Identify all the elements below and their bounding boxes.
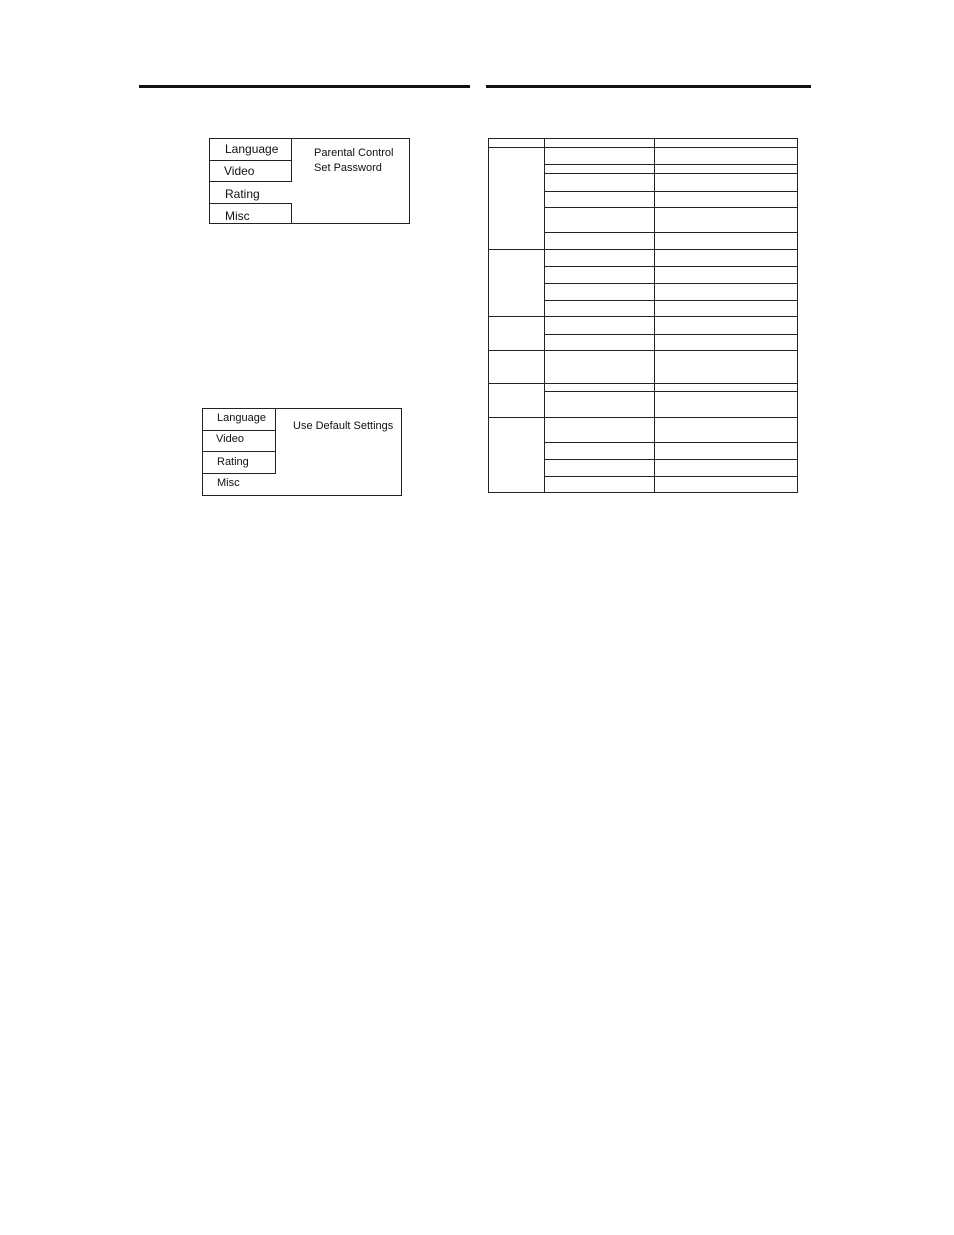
setup-menu-misc [202, 408, 402, 496]
menu-item-parental-control[interactable]: Parental Control [314, 147, 394, 159]
tab-video[interactable]: Video [210, 160, 292, 182]
tab-misc[interactable]: Misc [217, 477, 240, 489]
setup-table [488, 138, 798, 493]
misc-options [293, 420, 393, 432]
setup-menu-rating [209, 138, 410, 224]
menu-item-set-password[interactable]: Set Password [314, 162, 382, 174]
tab-rating[interactable]: Rating [225, 187, 260, 201]
header-rule-left [139, 85, 470, 88]
header-rule-right [486, 85, 811, 88]
rating-options [314, 146, 394, 176]
tab-rating[interactable]: Rating [203, 451, 276, 474]
tab-video[interactable]: Video [203, 430, 276, 452]
menu-item-use-default-settings[interactable]: Use Default Settings [293, 420, 394, 432]
tab-language[interactable]: Language [203, 409, 276, 431]
tab-language[interactable]: Language [210, 139, 292, 161]
tab-misc[interactable]: Misc [210, 203, 292, 224]
